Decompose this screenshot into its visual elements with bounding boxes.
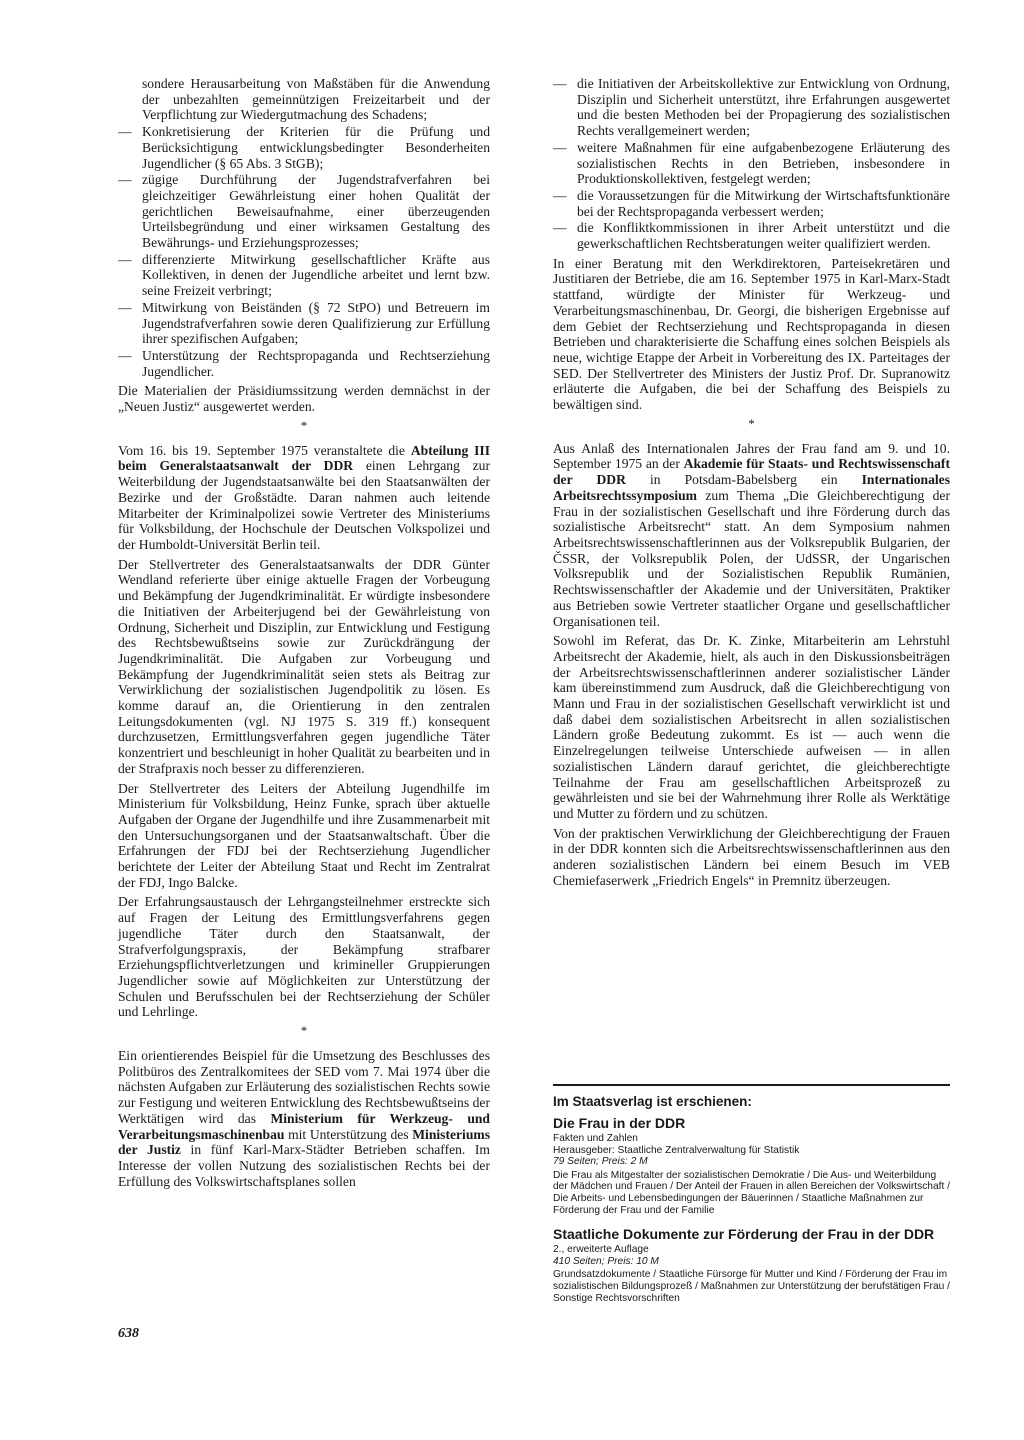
left-column [118, 76, 490, 1193]
book-subtitle: 2., erweiterte Auflage [553, 1244, 649, 1256]
list-item: — Unterstützung der Rechtspropaganda und Rechtserziehung Jugendlicher. [118, 348, 490, 379]
book-price-line [553, 1156, 950, 1168]
text-run: Ein orientierendes Beispiel für die Umsetzung des Beschlusses des Politbüros des Zentralkomitees der SED vom 7. Mai 1974 über die nächsten Aufgaben zur Erläuterung des sozialistischen Rechts sowie zur Festigung und weiteren Entwicklung des Rechtsbewußtseins der Werktätigen wird das [118, 1048, 490, 1126]
paragraph: Sowohl im Referat, das Dr. K. Zinke, Mitarbeiterin am Lehrstuhl Arbeitsrecht der Akademie, hielt, als auch in den Diskussionsbeiträgen der Arbeitsrechtswissenschaftlerinnen anderer sozialistischer Länder kam übereinstimmend zum Ausdruck, daß die Gleichberechtigung von Mann und Frau in der sozialistischen Gesellschaft verwirklicht ist und daß dabei dem sozialistischen Arbeitsrecht in allen sozialistischen Ländern große Bedeutung zukommt. Es ist — auch wenn die Einzelregelungen teilweise Unterschiede aufweisen — in allen sozialistischen Ländern darauf gerichtet, die gleichberechtigte Teilnahme der Frau am gesellschaftlichen Arbeitsprozeß zu gewährleisten und sie bei der Wahrnehmung ihrer Rolle als Werktätige und Mutter zu fördern und zu schützen. [553, 633, 950, 821]
bold-run: Ministerium für Werkzeug- und Verarbeitungsmaschinenbau [118, 1110, 490, 1142]
bold-run: Internationales Arbeitsrechtssymposium [553, 472, 950, 503]
list-item: — differenzierte Mitwirkung gesellschaftlicher Kräfte aus Kollektiven, in denen der Jugendliche arbeitet und lernt bzw. seine Freizeit verbringt; [118, 252, 490, 299]
list-item: — weitere Maßnahmen für eine aufgabenbezogene Erläuterung des sozialistischen Rechts in den Betrieben, insbesondere in Produktionskollektiven, festgelegt werden; [553, 140, 950, 187]
book-description: Die Frau als Mitgestalter der sozialistischen Demokratie / Die Aus- und Weiterbildung der Mädchen und Frauen / Der Anteil der Frauen in allen Bereichen der Volkswirtschaft / Die Arbeits- und Lebensbedingungen der Bäuerinnen / Staatliche Maßnahmen zur Förderung der Frau und der Familie [553, 1169, 950, 1216]
text-run: Vom 16. bis 19. September 1975 veranstaltete die [118, 442, 411, 458]
paragraph: Der Stellvertreter des Leiters der Abteilung Jugendhilfe im Ministerium für Volksbildung, Heinz Funke, sprach über aktuelle Aufgaben der Organe der Jugendhilfe und ihre Zusammenarbeit mit den Untersuchungsorganen und der Staatsanwaltschaft. Über die Erfahrungen der FDJ bei der Rechtserziehung Jugendlicher berichtete der Leiter der Abteilung Staat und Recht im Zentralrat der FDJ, Ingo Balcke. [118, 780, 490, 890]
list-item: — die Initiativen der Arbeitskollektive zur Entwicklung von Ordnung, Disziplin und Sicherheit unterstützt, ihre Erfahrungen ausgewertet und die besten Methoden bei der Propagierung des sozialistischen Rechts verallgemeinert werden; [553, 76, 950, 139]
text-run: mit Unterstützung des [284, 1126, 413, 1142]
bold-run: Ministeriums der Justiz [118, 1126, 490, 1158]
book-price-line [553, 1256, 950, 1268]
book-subtitle: Fakten und Zahlen [553, 1133, 638, 1144]
bold-run: Abteilung III beim Generalstaatsanwalt der DDR [118, 442, 490, 474]
section-separator: * [748, 415, 755, 431]
text-run: in fünf Karl-Marx-Städter Betrieben schaffen. Im Interesse der vollen Nutzung des sozialistischen Rechts bei der Erfüllung des Volkswirtschaftsplanes sollen [118, 1142, 491, 1189]
paragraph: Der Erfahrungsaustausch der Lehrgangsteilnehmer erstreckte sich auf Fragen der Leitung des Ermittlungsverfahrens gegen jugendliche Täter durch den Staatsanwalt, der Strafverfolgungspraxis, der Bekämpfung strafbarer Erziehungspflichtverletzungen und krimineller Gruppierungen Jugendlicher sowie auf Möglichkeiten zur Unterstützung der Schulen und Berufsschulen bei der Rechtserziehung der Schüler und Lehrlinge. [118, 894, 490, 1020]
section-separator: * [300, 1023, 308, 1039]
right-bullet-list [553, 76, 950, 252]
list-item: — Konkretisierung der Kriterien für die Prüfung und Berücksichtigung entwicklungsbedingter Besonderheiten Jugendlicher (§ 65 Abs. 3 StGB); [118, 124, 490, 171]
book-title: Staatliche Dokumente zur Förderung der Frau in der DDR [553, 1226, 935, 1243]
left-bullet-list [118, 76, 490, 379]
book-description: Grundsatzdokumente / Staatliche Fürsorge für Mutter und Kind / Förderung der Frau im sozialistischen Bildungsprozeß / Maßnahmen zur Unterstützung der berufstätigen Frau / Sonstige Rechtsvorschriften [553, 1269, 950, 1304]
page-number: 638 [118, 1326, 139, 1341]
paragraph [118, 1048, 490, 1189]
list-item: sondere Herausarbeitung von Maßstäben für die Anwendung der unbezahlten gemeinnützigen Freizeitarbeit und der Verpflichtung zur Wiedergutmachung des Schadens; [142, 76, 490, 123]
text-run: in Potsdam-Babelsberg ein [625, 472, 862, 488]
paragraph [553, 441, 950, 629]
text-run: Aus Anlaß des Internationalen Jahres der Frau fand am 9. und 10. September 1975 an der [553, 440, 950, 472]
section-separator: * [300, 417, 308, 433]
ad-heading: Im Staatsverlag ist erschienen: [553, 1094, 752, 1109]
list-item: — die Konfliktkommissionen in ihrer Arbeit unterstützt und die gewerkschaftlichen Rechtsberatungen weiter qualifiziert werden. [553, 220, 950, 251]
list-item: — Mitwirkung von Beiständen (§ 72 StPO) und Betreuern im Jugendstrafverfahren sowie deren Qualifizierung zur Erfüllung ihrer spezifischen Aufgaben; [118, 300, 490, 347]
list-item: — zügige Durchführung der Jugendstrafverfahren bei gleichzeitiger Gewährleistung einer hohen Qualität der gerichtlichen Beweisaufnahme, einer überzeugenden Urteilsbegründung und einer wirksamen Gestaltung des Bewährungs- und Erziehungsprozesses; [118, 172, 490, 251]
text-run: zum Thema „Die Gleichberechtigung der Frau in der sozialistischen Gesellschaft und ihre Förderung durch das sozialistische Arbeitsrecht“ statt. An dem Symposium nahmen Arbeitsrechtswissenschaftlerinnen aus der Volksrepublik Bulgarien, der ČSSR, der Volksrepublik Polen, der UdSSR, der Ungarischen Volksrepublik und der Sozialistischen Republik Rumänien, Rechtswissenschaftler der Akademie und der Universitäten, Praktiker aus Betrieben sowie Vertreter staatlicher Organe und gesellschaftlicher Organisationen teil. [553, 487, 950, 629]
paragraph: Von der praktischen Verwirklichung der Gleichberechtigung der Frauen in der DDR konnten sich die Arbeitsrechtswissenschaftlerinnen aus den anderen sozialistischen Ländern bei einem Besuch im VEB Chemiefaserwerk „Friedrich Engels“ in Premnitz überzeugen. [553, 825, 950, 888]
list-item: — die Voraussetzungen für die Mitwirkung der Wirtschaftsfunktionäre bei der Rechtspropaganda verbessert werden; [553, 188, 950, 219]
text-run: einen Lehrgang zur Weiterbildung der Jugendstaatsanwälte bei den Staatsanwälten der Bezirke und der Großstädte. Daran nahmen auch leitende Mitarbeiter der Kriminalpolizei sowie Vertreter des Ministeriums für Volksbildung, der Hochschule der Deutschen Volkspolizei und der Humboldt-Universität Berlin teil. [118, 458, 490, 552]
divider [553, 1084, 950, 1086]
book-pages-price: 410 Seiten; Preis: 10 M [553, 1255, 659, 1267]
book-title: Die Frau in der DDR [553, 1115, 686, 1131]
book-pages-price: 79 Seiten; Preis: 2 M [553, 1156, 648, 1168]
closing-paragraph: Die Materialien der Präsidiumssitzung werden demnächst in der „Neuen Justiz“ ausgewertet werden. [118, 383, 490, 415]
paragraph: In einer Beratung mit den Werkdirektoren, Parteisekretären und Justitiaren der Betriebe, die am 16. September 1975 in Karl-Marx-Stadt stattfand, würdigte der Minister für Werkzeug- und Verarbeitungsmaschinenbau, Dr. Georgi, die bisherigen Ergebnisse auf dem Gebiet der Rechtserziehung und Rechtspropaganda in diesen Betrieben und charakterisierte die Schaffung eines solchen Beispiels als neue, wichtige Etappe der Arbeit in Vorbereitung des IX. Parteitages der SED. Der Stellvertreter des Ministers der Justiz Prof. Dr. Supranowitz erläuterte die Aufgaben, die bei der Schaffung des Beispiels zu bewältigen sind. [553, 255, 950, 413]
paragraph: Der Stellvertreter des Generalstaatsanwalts der DDR Günter Wendland referierte über einige aktuelle Fragen der Vorbeugung und Bekämpfung der Jugendkriminalität. Er würdigte insbesondere die Initiativen der Arbeiterjugend bei der Gewährleistung von Ordnung, Sicherheit und Disziplin, zur Entwicklung und Festigung des Rechtsbewußtseins sowie zur Zurückdrängung der Jugendkriminalität. Die Aufgaben zur Vorbeugung und Bekämpfung der Jugendkriminalität seien stets als Beitrag zur Verwirklichung der sozialistischen Jugendpolitik zu lösen. Es komme darauf an, die Orientierung in den zentralen Leitungsdokumenten (vgl. NJ 1975 S. 319 ff.) konsequent durchzusetzen, Ermittlungsverfahren gegen jugendliche Täter konzentriert und beschleunigt in hoher Qualität zu bearbeiten und in der Strafpraxis noch besser zu differenzieren. [118, 556, 490, 776]
publisher-ad [553, 1094, 950, 1314]
right-column [553, 76, 950, 892]
book-editor: Herausgeber: Staatliche Zentralverwaltung für Statistik [553, 1144, 800, 1156]
paragraph [118, 443, 490, 553]
bold-run: Akademie für Staats- und Rechtswissenschaft der DDR [553, 456, 950, 488]
